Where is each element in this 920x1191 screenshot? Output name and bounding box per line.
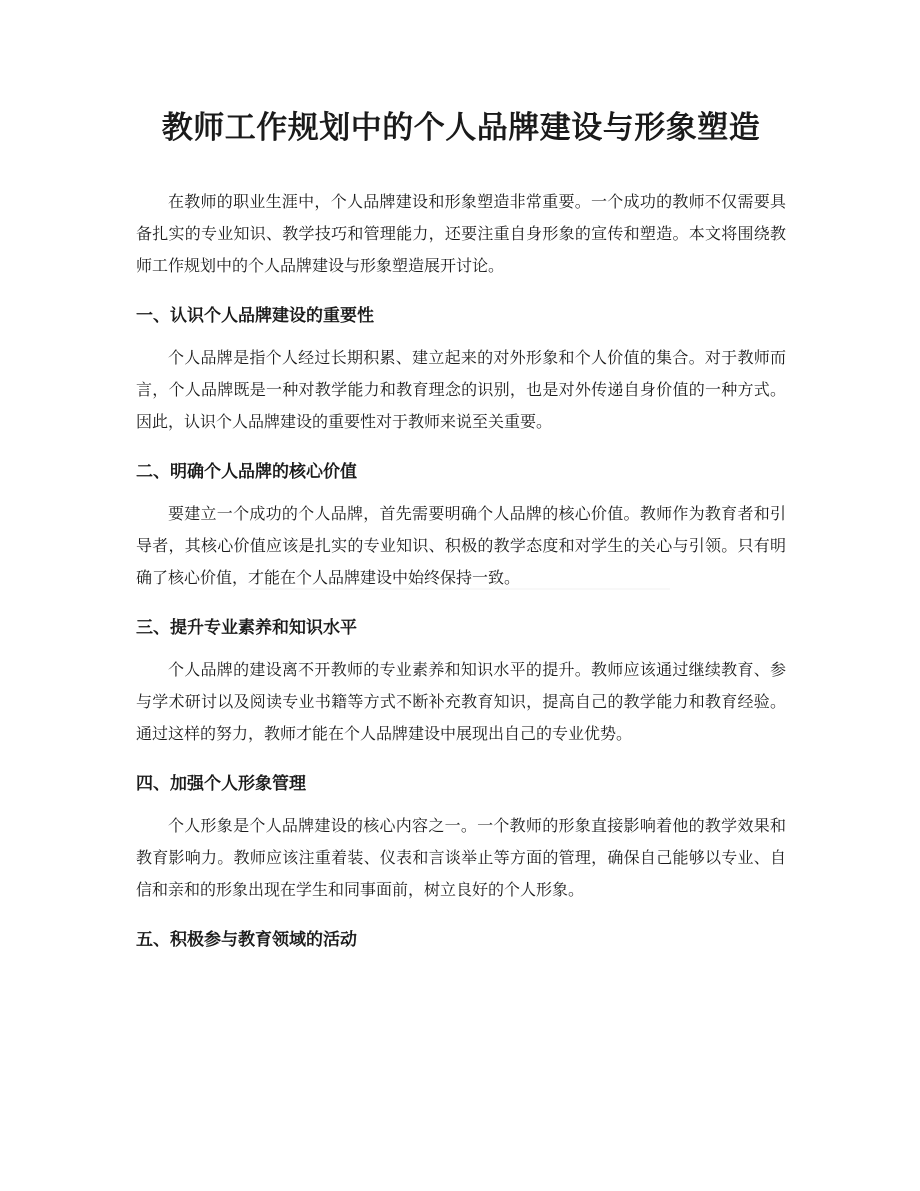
section-paragraph: 个人品牌是指个人经过长期积累、建立起来的对外形象和个人价值的集合。对于教师而言，个人品牌既是一种对教学能力和教育理念的识别，也是对外传递自身价值的一种方式。因此，认识个人品牌建设的重要性对于教师来说至关重要。	[136, 348, 786, 431]
section-heading: 四、加强个人形象管理	[136, 774, 306, 794]
section-heading: 二、明确个人品牌的核心价值	[136, 462, 357, 482]
section-paragraph: 个人形象是个人品牌建设的核心内容之一。一个教师的形象直接影响着他的教学效果和教育影响力。教师应该注重着装、仪表和言谈举止等方面的管理，确保自己能够以专业、自信和亲和的形象出现在学生和同事面前，树立良好的个人形象。	[136, 816, 786, 899]
intro-paragraph: 在教师的职业生涯中，个人品牌建设和形象塑造非常重要。一个成功的教师不仅需要具备扎实的专业知识、教学技巧和管理能力，还要注重自身形象的宣传和塑造。本文将围绕教师工作规划中的个人品牌建设与形象塑造展开讨论。	[136, 192, 786, 275]
section-4	[136, 772, 786, 906]
section-paragraph: 要建立一个成功的个人品牌，首先需要明确个人品牌的核心价值。教师作为教育者和引导者，其核心价值应该是扎实的专业知识、积极的教学态度和对学生的关心与引领。只有明确了核心价值，才能在个人品牌建设中始终保持一致。	[136, 504, 786, 587]
section-paragraph: 个人品牌的建设离不开教师的专业素养和知识水平的提升。教师应该通过继续教育、参与学术研讨以及阅读专业书籍等方式不断补充教育知识，提高自己的教学能力和教育经验。通过这样的努力，教师才能在个人品牌建设中展现出自己的专业优势。	[136, 660, 786, 743]
section-5	[136, 928, 786, 952]
document-title: 教师工作规划中的个人品牌建设与形象塑造	[161, 110, 761, 146]
section-heading: 三、提升专业素养和知识水平	[136, 618, 357, 638]
section-heading: 五、积极参与教育领域的活动	[136, 930, 357, 950]
section-3	[136, 616, 786, 750]
section-1	[136, 304, 786, 438]
section-heading: 一、认识个人品牌建设的重要性	[136, 306, 374, 326]
section-2	[136, 460, 786, 594]
